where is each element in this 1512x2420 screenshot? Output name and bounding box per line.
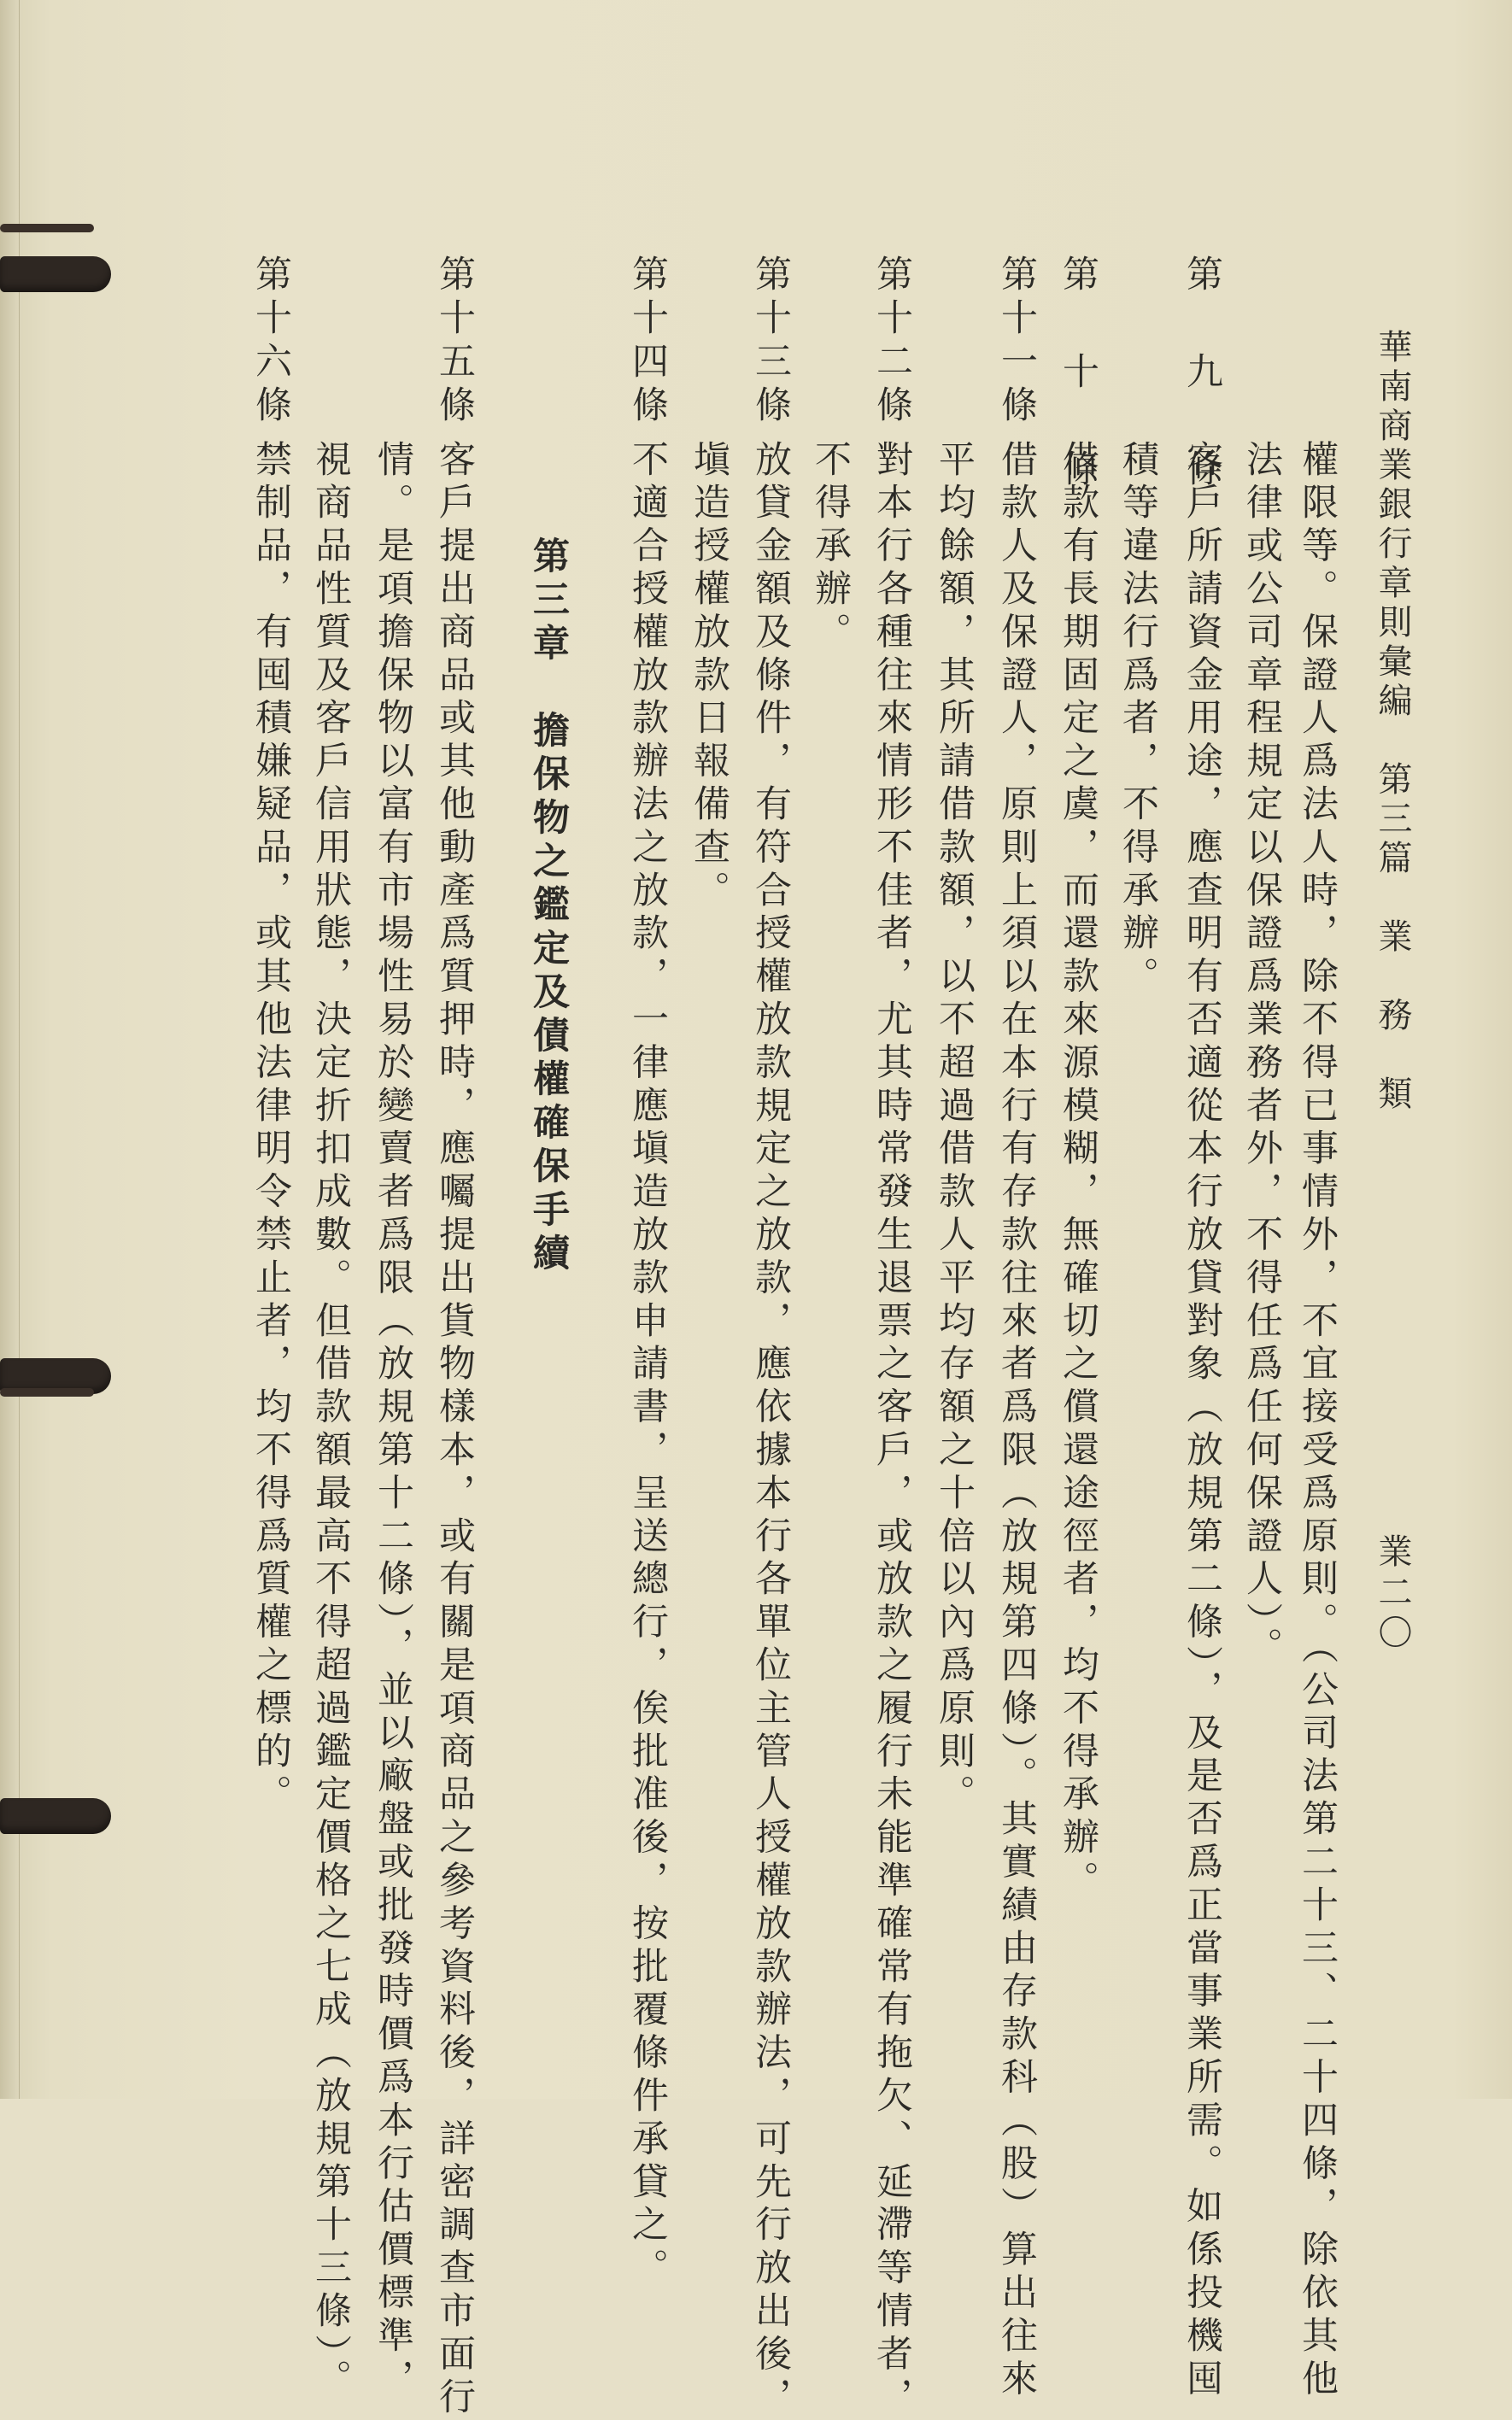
article-text: 禁制品，有囤積嫌疑品，或其他法律明令禁止者，均不得爲質權之標的。 [249,440,292,1818]
text-column: 不得承辦。 [809,440,852,655]
text-column: 塡造授權放款日報備查。 [688,440,730,914]
text-column: 法律或公司章程規定以保證爲業務者外，不得任爲任何保證人）。 [1240,440,1283,1671]
binding-stitch [0,1798,111,1834]
text-column: 情。是項擔保物以富有市場性易於變賣者爲限（放規第十二條），並以廠盤或批發時價爲本行估價標準， [372,440,414,2402]
binding-edge [0,0,20,2099]
article-text: 不適合授權放款辦法之放款，一律應塡造放款申請書，呈送總行，俟批准後，按批覆條件承貸之。 [626,440,669,2292]
article-label: 第十二條 [870,255,913,429]
binding-thread [0,1388,94,1397]
page-number: 業二〇 [1373,1533,1412,1655]
chapter-heading: 第三章 擔保物之鑑定及債權確保手續 [527,536,570,1277]
article-label: 第 十 條 [1057,255,1099,498]
binding-stitch [0,256,111,292]
running-header: 華南商業銀行章則彙編 第三篇 業 務 類 [1373,329,1412,1115]
article-label: 第十三條 [749,255,792,429]
article-text: 對本行各種往來情形不佳者，尤其時常發生退票之客戶，或放款之履行未能準確常有拖欠、延滯等情者， [870,440,913,2420]
binding-thread [0,224,94,232]
text-column: 權限等。保證人爲法人時，除不得已事情外，不宜接受爲原則。（公司法第二十三、二十四條，除依其他 [1296,440,1339,2402]
article-label: 第十六條 [249,255,292,429]
article-text: 客戶提出商品或其他動產爲質押時，應囑提出貨物樣本，或有關是項商品之參考資料後，詳密調查市面行 [433,440,476,2420]
article-label: 第十一條 [995,255,1038,429]
article-label: 第 九 條 [1181,255,1223,498]
text-column: 視商品性質及客戶信用狀態，決定折扣成數。但借款額最高不得超過鑑定價格之七成（放規第十三條）。 [309,440,352,2402]
article-text: 借款有長期固定之虞，而還款來源模糊，無確切之償還途徑者，均不得承辦。 [1057,440,1099,1904]
article-label: 第十四條 [626,255,669,429]
text-column: 積等違法行爲者，不得承辦。 [1116,440,1159,1000]
article-text: 借款人及保證人，原則上須以在本行有存款往來者爲限（放規第四條）。其實績由存款科（股）算出往來 [995,440,1038,2402]
article-text: 放貸金額及條件，有符合授權放款規定之放款，應依據本行各單位主管人授權放款辦法，可先行放出後， [749,440,792,2420]
article-text: 客戶所請資金用途，應查明有否適從本行放貸對象（放規第二條），及是否爲正當事業所需。如係投機囤 [1181,440,1223,2402]
text-column: 平均餘額，其所請借款額，以不超過借款人平均存額之十倍以內爲原則。 [933,440,976,1818]
article-label: 第十五條 [433,255,476,429]
